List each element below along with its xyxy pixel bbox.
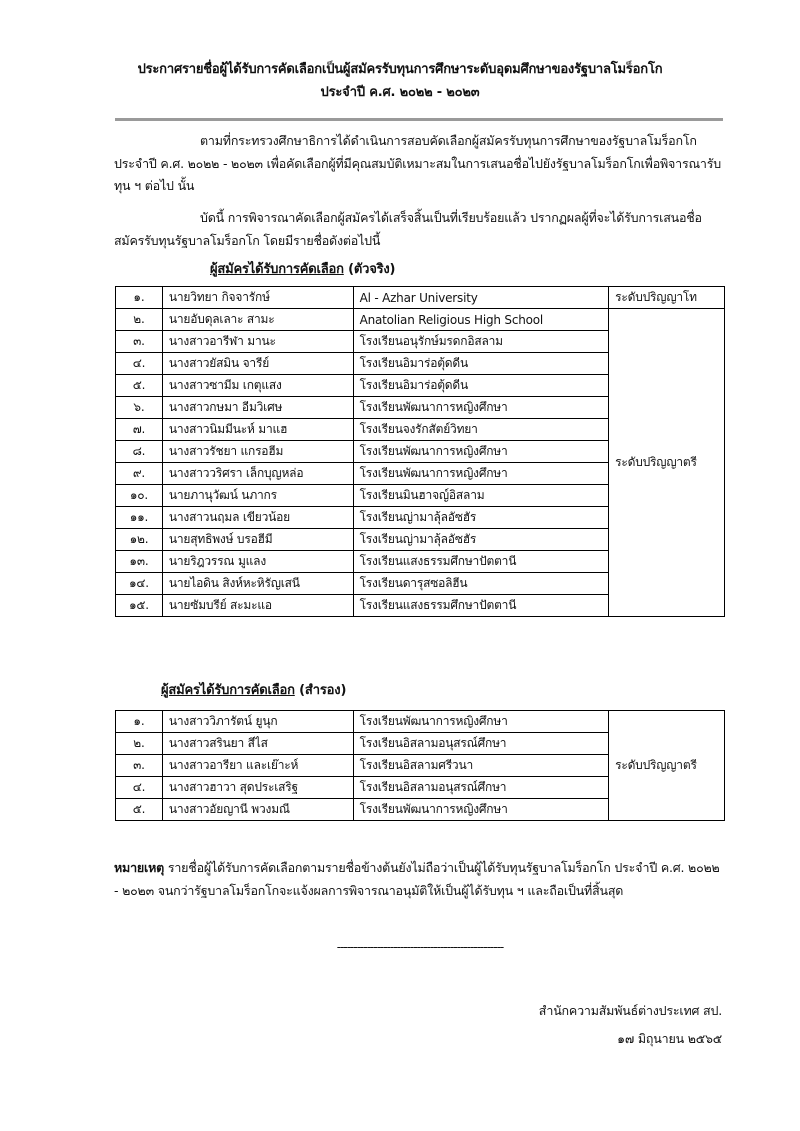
row-number: ๔. (116, 353, 163, 375)
candidate-name: นายริฎวรรณ มูแลง (162, 551, 353, 573)
main-list-heading (210, 258, 395, 279)
school-name: โรงเรียนพัฒนาการหญิงศึกษา (353, 711, 608, 733)
candidate-name: นายอับดุลเลาะ สามะ (162, 309, 353, 331)
row-number: ๓. (116, 755, 163, 777)
school-name: โรงเรียนอิมาร่อตุ้ดดีน (353, 353, 609, 375)
school-name: Anatolian Religious High School (353, 309, 609, 331)
row-number: ๑๒. (116, 529, 163, 551)
school-name: โรงเรียนดารุสซอลิฮีน (353, 573, 609, 595)
school-name: โรงเรียนญ่ามาลุ้ลอัซฮัร (353, 529, 609, 551)
reserve-list-table (115, 710, 725, 821)
candidate-name: นายซัมบรีย์ สะมะแอ (162, 595, 353, 617)
row-number: ๓. (116, 331, 163, 353)
main-list-table (115, 286, 725, 617)
candidate-name: นางสาวสรินยา สีไส (162, 733, 353, 755)
candidate-name: นางสาวอารียา และเย๊าะห์ (162, 755, 353, 777)
candidate-name: นายไอดิน สิงห์หะหิรัญเสนี (162, 573, 353, 595)
note-label: หมายเหตุ (114, 860, 165, 875)
signature-date: ๑๗ มิถุนายน ๒๕๖๕ (617, 1031, 722, 1046)
row-number: ๑๔. (116, 573, 163, 595)
row-number: ๒. (116, 733, 163, 755)
school-name: โรงเรียนอิสลามอนุสรณ์ศึกษา (353, 733, 608, 755)
school-name: โรงเรียนญ่ามาลุ้ลอัซฮัร (353, 507, 609, 529)
candidate-name: นางสาวนฤมล เขียวน้อย (162, 507, 353, 529)
main-list-heading-underlined: ผู้สมัครได้รับการคัดเลือก (210, 262, 344, 277)
row-number: ๙. (116, 463, 163, 485)
row-number: ๖. (116, 397, 163, 419)
row-number: ๔. (116, 777, 163, 799)
document-subtitle: ประจำปี ค.ศ. ๒๐๒๒ - ๒๐๒๓ (320, 85, 480, 100)
school-name: โรงเรียนจงรักสัตย์วิทยา (353, 419, 609, 441)
degree-level: ระดับปริญญาตรี (609, 309, 725, 617)
separator-line: -------------------------------------------------- (336, 940, 504, 954)
row-number: ๕. (116, 799, 163, 821)
school-name: โรงเรียนพัฒนาการหญิงศึกษา (353, 441, 609, 463)
reserve-list-heading-suffix: (สำรอง) (299, 683, 347, 698)
candidate-name: นางสาวกษมา อีมวิเศษ (162, 397, 353, 419)
school-name: โรงเรียนแสงธรรมศึกษาปัตตานี (353, 551, 609, 573)
candidate-name: นายสุทธิพงษ์ บรอฮีมี (162, 529, 353, 551)
candidate-name: นางสาววิภารัตน์ ยูนุก (162, 711, 353, 733)
school-name: โรงเรียนอนุรักษ์มรดกอิสลาม (353, 331, 609, 353)
candidate-name: นายวิทยา กิจจารักษ์ (162, 287, 353, 309)
intro-paragraph (114, 130, 726, 198)
school-name: โรงเรียนแสงธรรมศึกษาปัตตานี (353, 595, 609, 617)
row-number: ๑. (116, 287, 163, 309)
candidate-name: นางสาวฮาวา สุดประเสริฐ (162, 777, 353, 799)
row-number: ๒. (116, 309, 163, 331)
degree-level: ระดับปริญญาโท (609, 287, 725, 309)
document-title: ประกาศรายชื่อผู้ได้รับการคัดเลือกเป็นผู้สมัครรับทุนการศึกษาระดับอุดมศึกษาของรัฐบาลโมร็อกโก (137, 62, 663, 77)
degree-level: ระดับปริญญาตรี (609, 711, 725, 821)
signature-office: สำนักความสัมพันธ์ต่างประเทศ สป. (538, 1003, 722, 1018)
reserve-list-heading-underlined: ผู้สมัครได้รับการคัดเลือก (161, 683, 295, 698)
school-name: โรงเรียนพัฒนาการหญิงศึกษา (353, 799, 608, 821)
intro-paragraph-text: ตามที่กระทรวงศึกษาธิการได้ดำเนินการสอบคัดเลือกผู้สมัครรับทุนการศึกษาของรัฐบาลโมร็อกโก ประจำปี ค.ศ. ๒๐๒๒ - ๒๐๒๓ เพื่อคัดเลือกผู้ที่มีคุณสมบัติเหมาะสมในการเสนอชื่อไปยังรัฐบาลโมร็อกโกเพื่อพิจารณารับทุน ฯ ต่อไป นั้น (114, 133, 721, 193)
school-name: โรงเรียนพัฒนาการหญิงศึกษา (353, 397, 609, 419)
school-name: โรงเรียนอิสลามศรีวนา (353, 755, 608, 777)
row-number: ๑๐. (116, 485, 163, 507)
row-number: ๘. (116, 441, 163, 463)
candidate-name: นางสาวอารีฬา มานะ (162, 331, 353, 353)
candidate-name: นางสาวซามีม เกตุแสง (162, 375, 353, 397)
school-name: โรงเรียนอิสลามอนุสรณ์ศึกษา (353, 777, 608, 799)
row-number: ๕. (116, 375, 163, 397)
candidate-name: นางสาวอัยญานี พวงมณี (162, 799, 353, 821)
row-number: ๗. (116, 419, 163, 441)
school-name: โรงเรียนอิมาร่อตุ้ดดีน (353, 375, 609, 397)
table-row (116, 309, 725, 331)
candidate-name: นางสาวนิมมีนะห์ มาแฮ (162, 419, 353, 441)
candidate-name: นายภานุวัฒน์ นภากร (162, 485, 353, 507)
row-number: ๑. (116, 711, 163, 733)
main-list-heading-suffix: (ตัวจริง) (348, 262, 396, 277)
school-name: โรงเรียนพัฒนาการหญิงศึกษา (353, 463, 609, 485)
reserve-list-heading (161, 679, 346, 700)
school-name: โรงเรียนมินฮาจญ์อิสลาม (353, 485, 609, 507)
note-text: รายชื่อผู้ได้รับการคัดเลือกตามรายชื่อข้างต้นยังไม่ถือว่าเป็นผู้ได้รับทุนรัฐบาลโมร็อกโก ประจำปี ค.ศ. ๒๐๒๒ - ๒๐๒๓ จนกว่ารัฐบาลโมร็อกโกจะแจ้งผลการพิจารณาอนุมัติให้เป็นผู้ได้รับทุน ฯ และถือเป็นที่สิ้นสุด (114, 860, 720, 898)
title-divider (115, 118, 723, 121)
row-number: ๑๕. (116, 595, 163, 617)
candidate-name: นางสาวยัสมิน จารีย์ (162, 353, 353, 375)
note-paragraph (114, 857, 726, 902)
school-name: Al - Azhar University (353, 287, 609, 309)
table-row (116, 287, 725, 309)
row-number: ๑๓. (116, 551, 163, 573)
result-paragraph (114, 207, 726, 252)
row-number: ๑๑. (116, 507, 163, 529)
candidate-name: นางสาวรัชยา แกรอฮีม (162, 441, 353, 463)
table-row (116, 711, 725, 733)
result-paragraph-text: บัดนี้ การพิจารณาคัดเลือกผู้สมัครได้เสร็จสิ้นเป็นที่เรียบร้อยแล้ว ปรากฏผลผู้ที่จะได้รับการเสนอชื่อสมัครรับทุนรัฐบาลโมร็อกโก โดยมีรายชื่อดังต่อไปนี้ (114, 210, 702, 248)
candidate-name: นางสาววริศรา เล็กบุญหล่อ (162, 463, 353, 485)
